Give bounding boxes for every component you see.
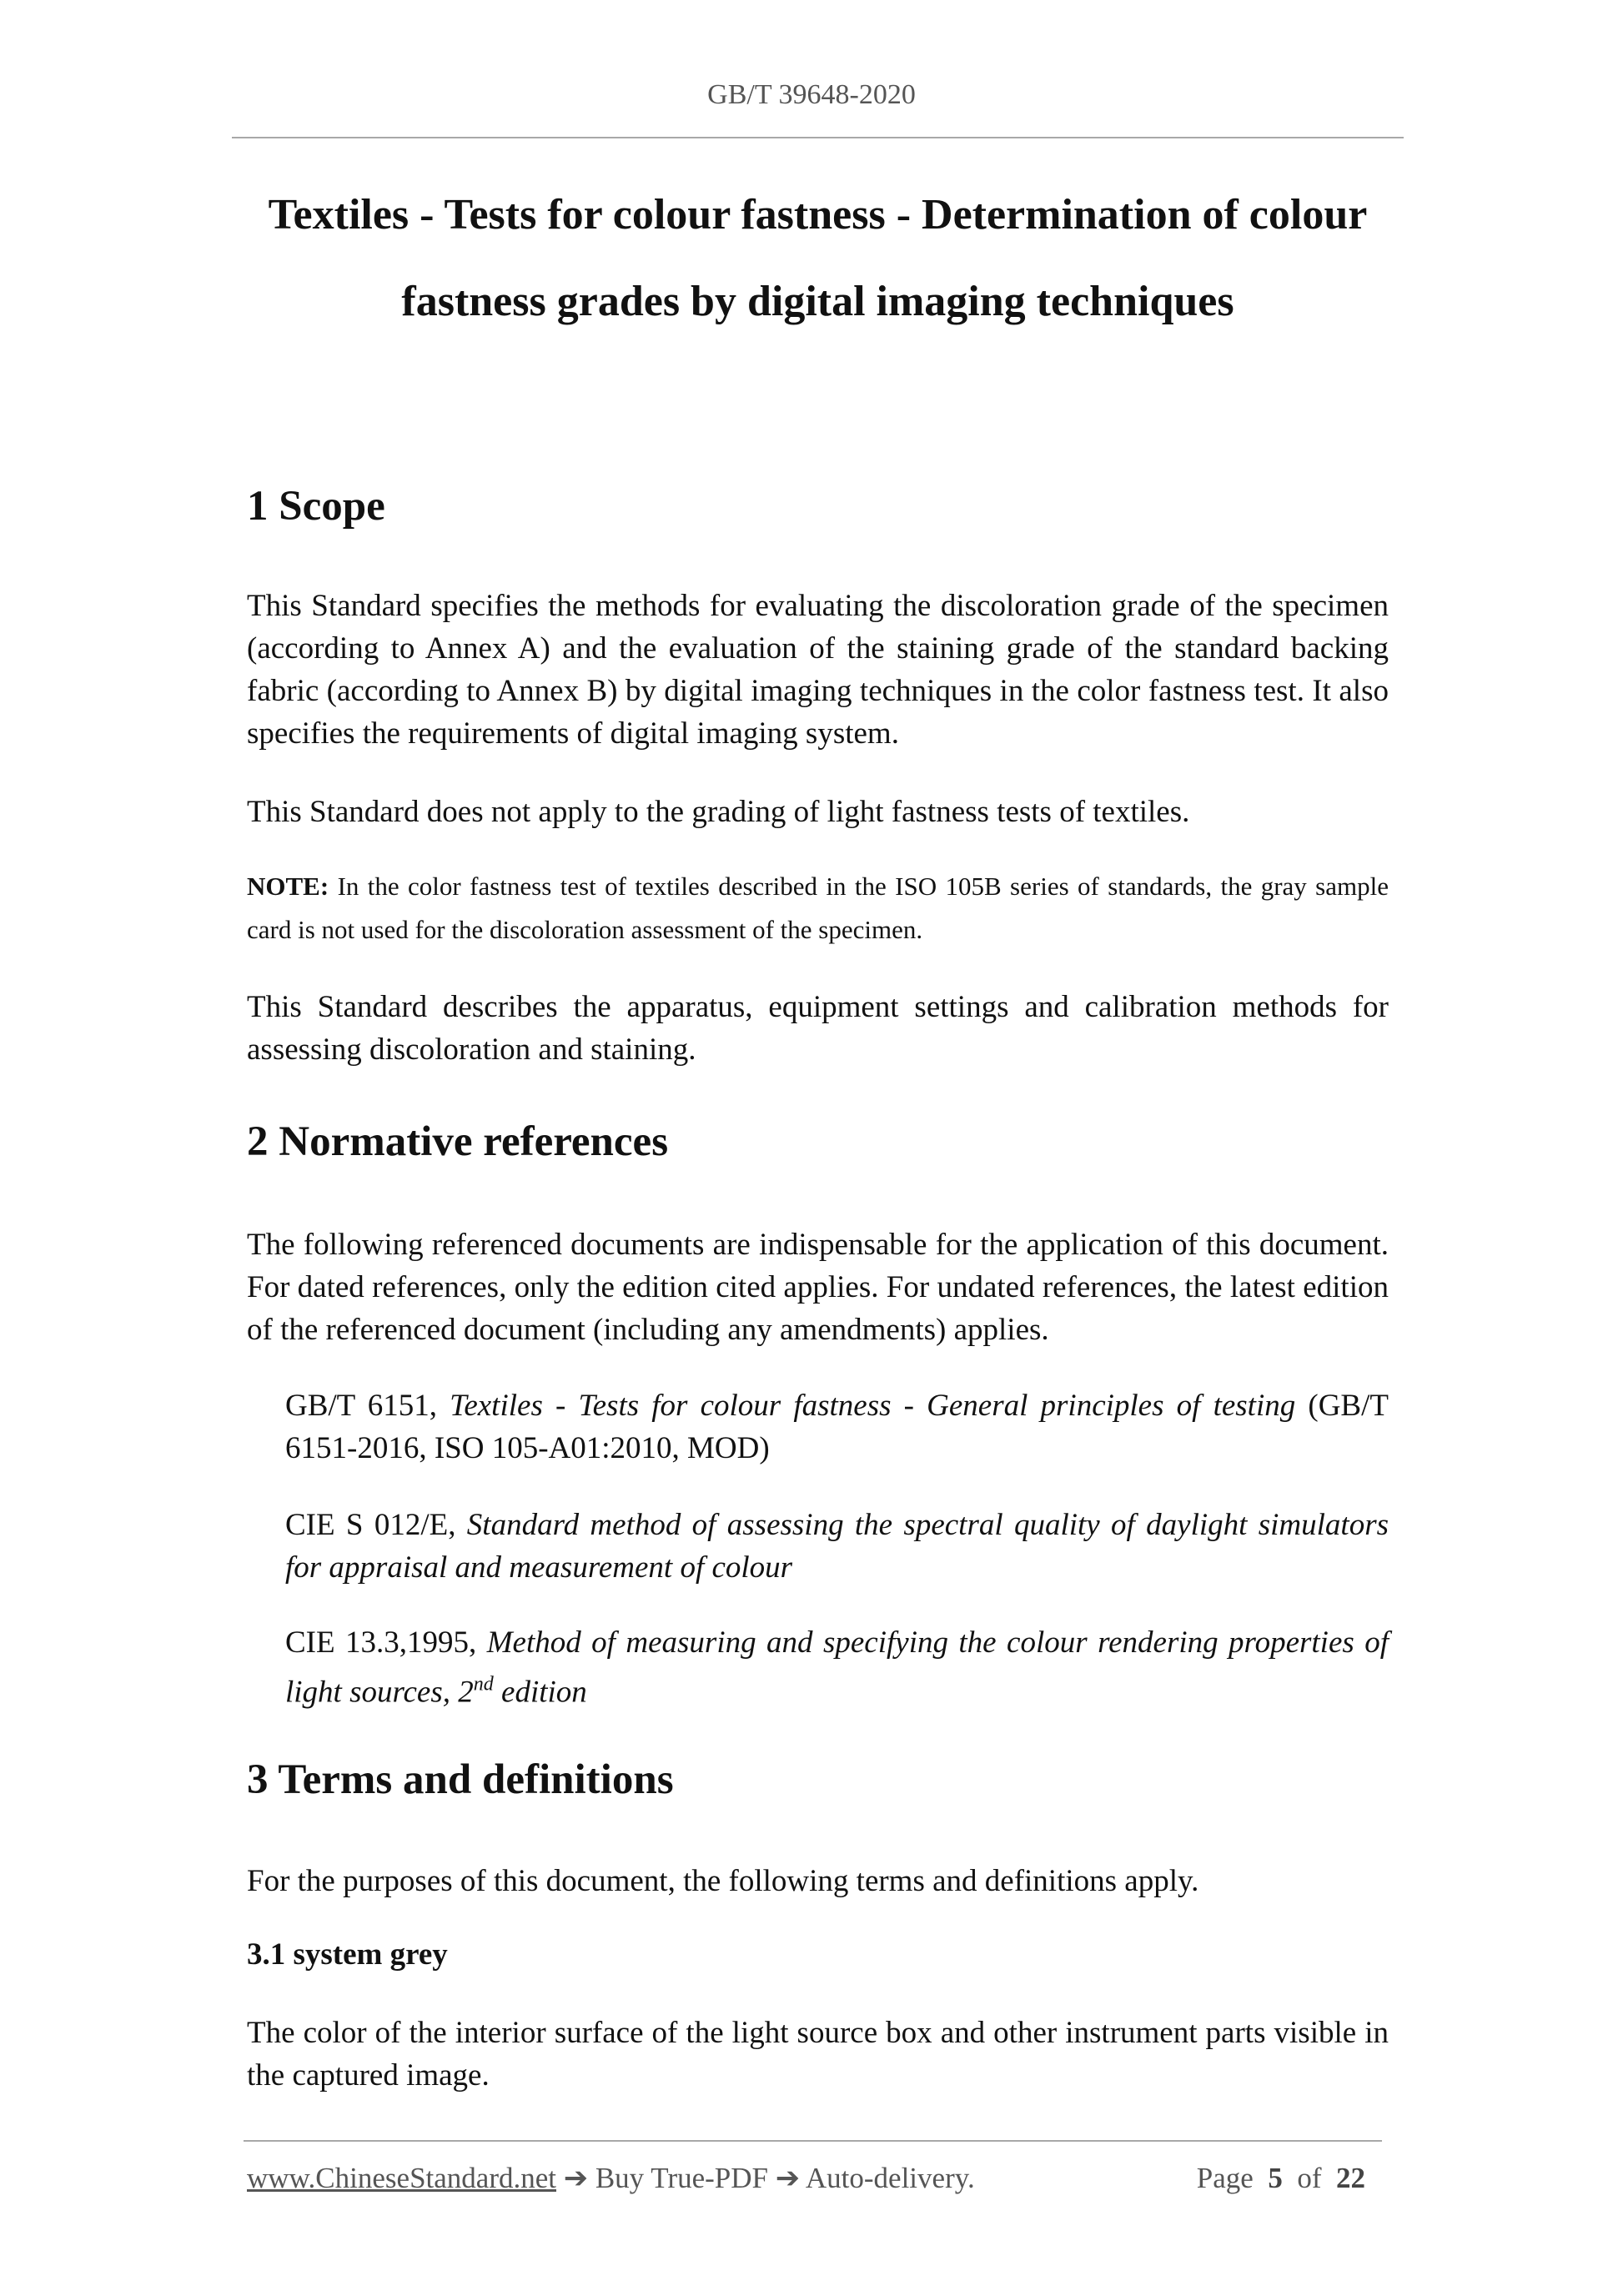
- reference-superscript: nd: [473, 1674, 494, 1696]
- reference-item: [285, 1504, 1389, 1589]
- reference-title: Textiles - Tests for colour fastness - General principles of testing: [450, 1389, 1296, 1423]
- reference-title-suffix: edition: [493, 1675, 587, 1710]
- auto-delivery-text: Auto-delivery.: [800, 2162, 975, 2194]
- total-pages: 22: [1336, 2162, 1365, 2194]
- arrow-icon: ➔: [563, 2162, 589, 2194]
- document-title-line1: Textiles - Tests for colour fastness - Determination of colour: [268, 191, 1368, 239]
- document-id-header: GB/T 39648-2020: [707, 79, 916, 110]
- reference-title: Standard method of assessing the spectral quality of daylight simulators for appraisal and measurement of colour: [285, 1508, 1389, 1585]
- note-text: In the color fastness test of textiles described in the ISO 105B series of standards, the gray sample card is not used for the discoloration assessment of the specimen.: [247, 872, 1389, 944]
- section-heading-scope: 1 Scope: [247, 483, 385, 530]
- footer-promo: [247, 2162, 975, 2195]
- reference-code: CIE S 012/E,: [285, 1508, 467, 1542]
- arrow-icon: ➔: [775, 2162, 801, 2194]
- terms-paragraph: For the purposes of this document, the following terms and definitions apply.: [247, 1864, 1199, 1898]
- scope-paragraph-3: This Standard describes the apparatus, equipment settings and calibration methods for assessing discoloration and staining.: [247, 990, 1389, 1067]
- scope-paragraph-2: This Standard does not apply to the grading of light fastness tests of textiles.: [247, 795, 1190, 829]
- of-label: of: [1297, 2162, 1322, 2194]
- term-definition: The color of the interior surface of the light source box and other instrument parts visible in the captured image.: [247, 2016, 1389, 2093]
- page-number: [1197, 2162, 1365, 2195]
- note-label: NOTE:: [247, 872, 329, 901]
- document-title-line2: fastness grades by digital imaging techniques: [401, 278, 1234, 325]
- page-footer: [247, 2162, 1382, 2195]
- reference-code: GB/T 6151,: [285, 1389, 450, 1423]
- current-page: 5: [1268, 2162, 1283, 2194]
- normative-paragraph: The following referenced documents are indispensable for the application of this document. For dated references, only the edition cited applies. For undated references, the latest edition of the referenced document (including any amendments) applies.: [247, 1228, 1389, 1347]
- reference-item: [285, 1384, 1389, 1470]
- section-heading-normative-references: 2 Normative references: [247, 1118, 669, 1165]
- footer-divider: [244, 2140, 1382, 2142]
- reference-code: CIE 13.3,1995,: [285, 1625, 487, 1660]
- scope-paragraph-1: This Standard specifies the methods for evaluating the discoloration grade of the specimen (according to Annex A) and the evaluation of the staining grade of the standard backing fabric (according to Annex B) by digital imaging techniques in the color fastness test. It also specifies the requirements of digital imaging system.: [247, 589, 1389, 751]
- reference-tail: (GB/T 6151-2016, ISO 105-A01:2010, MOD): [285, 1389, 1389, 1465]
- website-link[interactable]: www.ChineseStandard.net: [247, 2162, 556, 2194]
- scope-note: [247, 865, 1389, 952]
- reference-title: Method of measuring and specifying the colour rendering properties of light sources, 2: [285, 1625, 1389, 1710]
- section-heading-terms: 3 Terms and definitions: [247, 1756, 674, 1803]
- header-divider: [232, 137, 1404, 138]
- page-label: Page: [1196, 2162, 1254, 2194]
- term-heading-system-grey: 3.1 system grey: [247, 1937, 448, 1972]
- reference-item: [285, 1621, 1389, 1713]
- buy-text: Buy True-PDF: [588, 2162, 776, 2194]
